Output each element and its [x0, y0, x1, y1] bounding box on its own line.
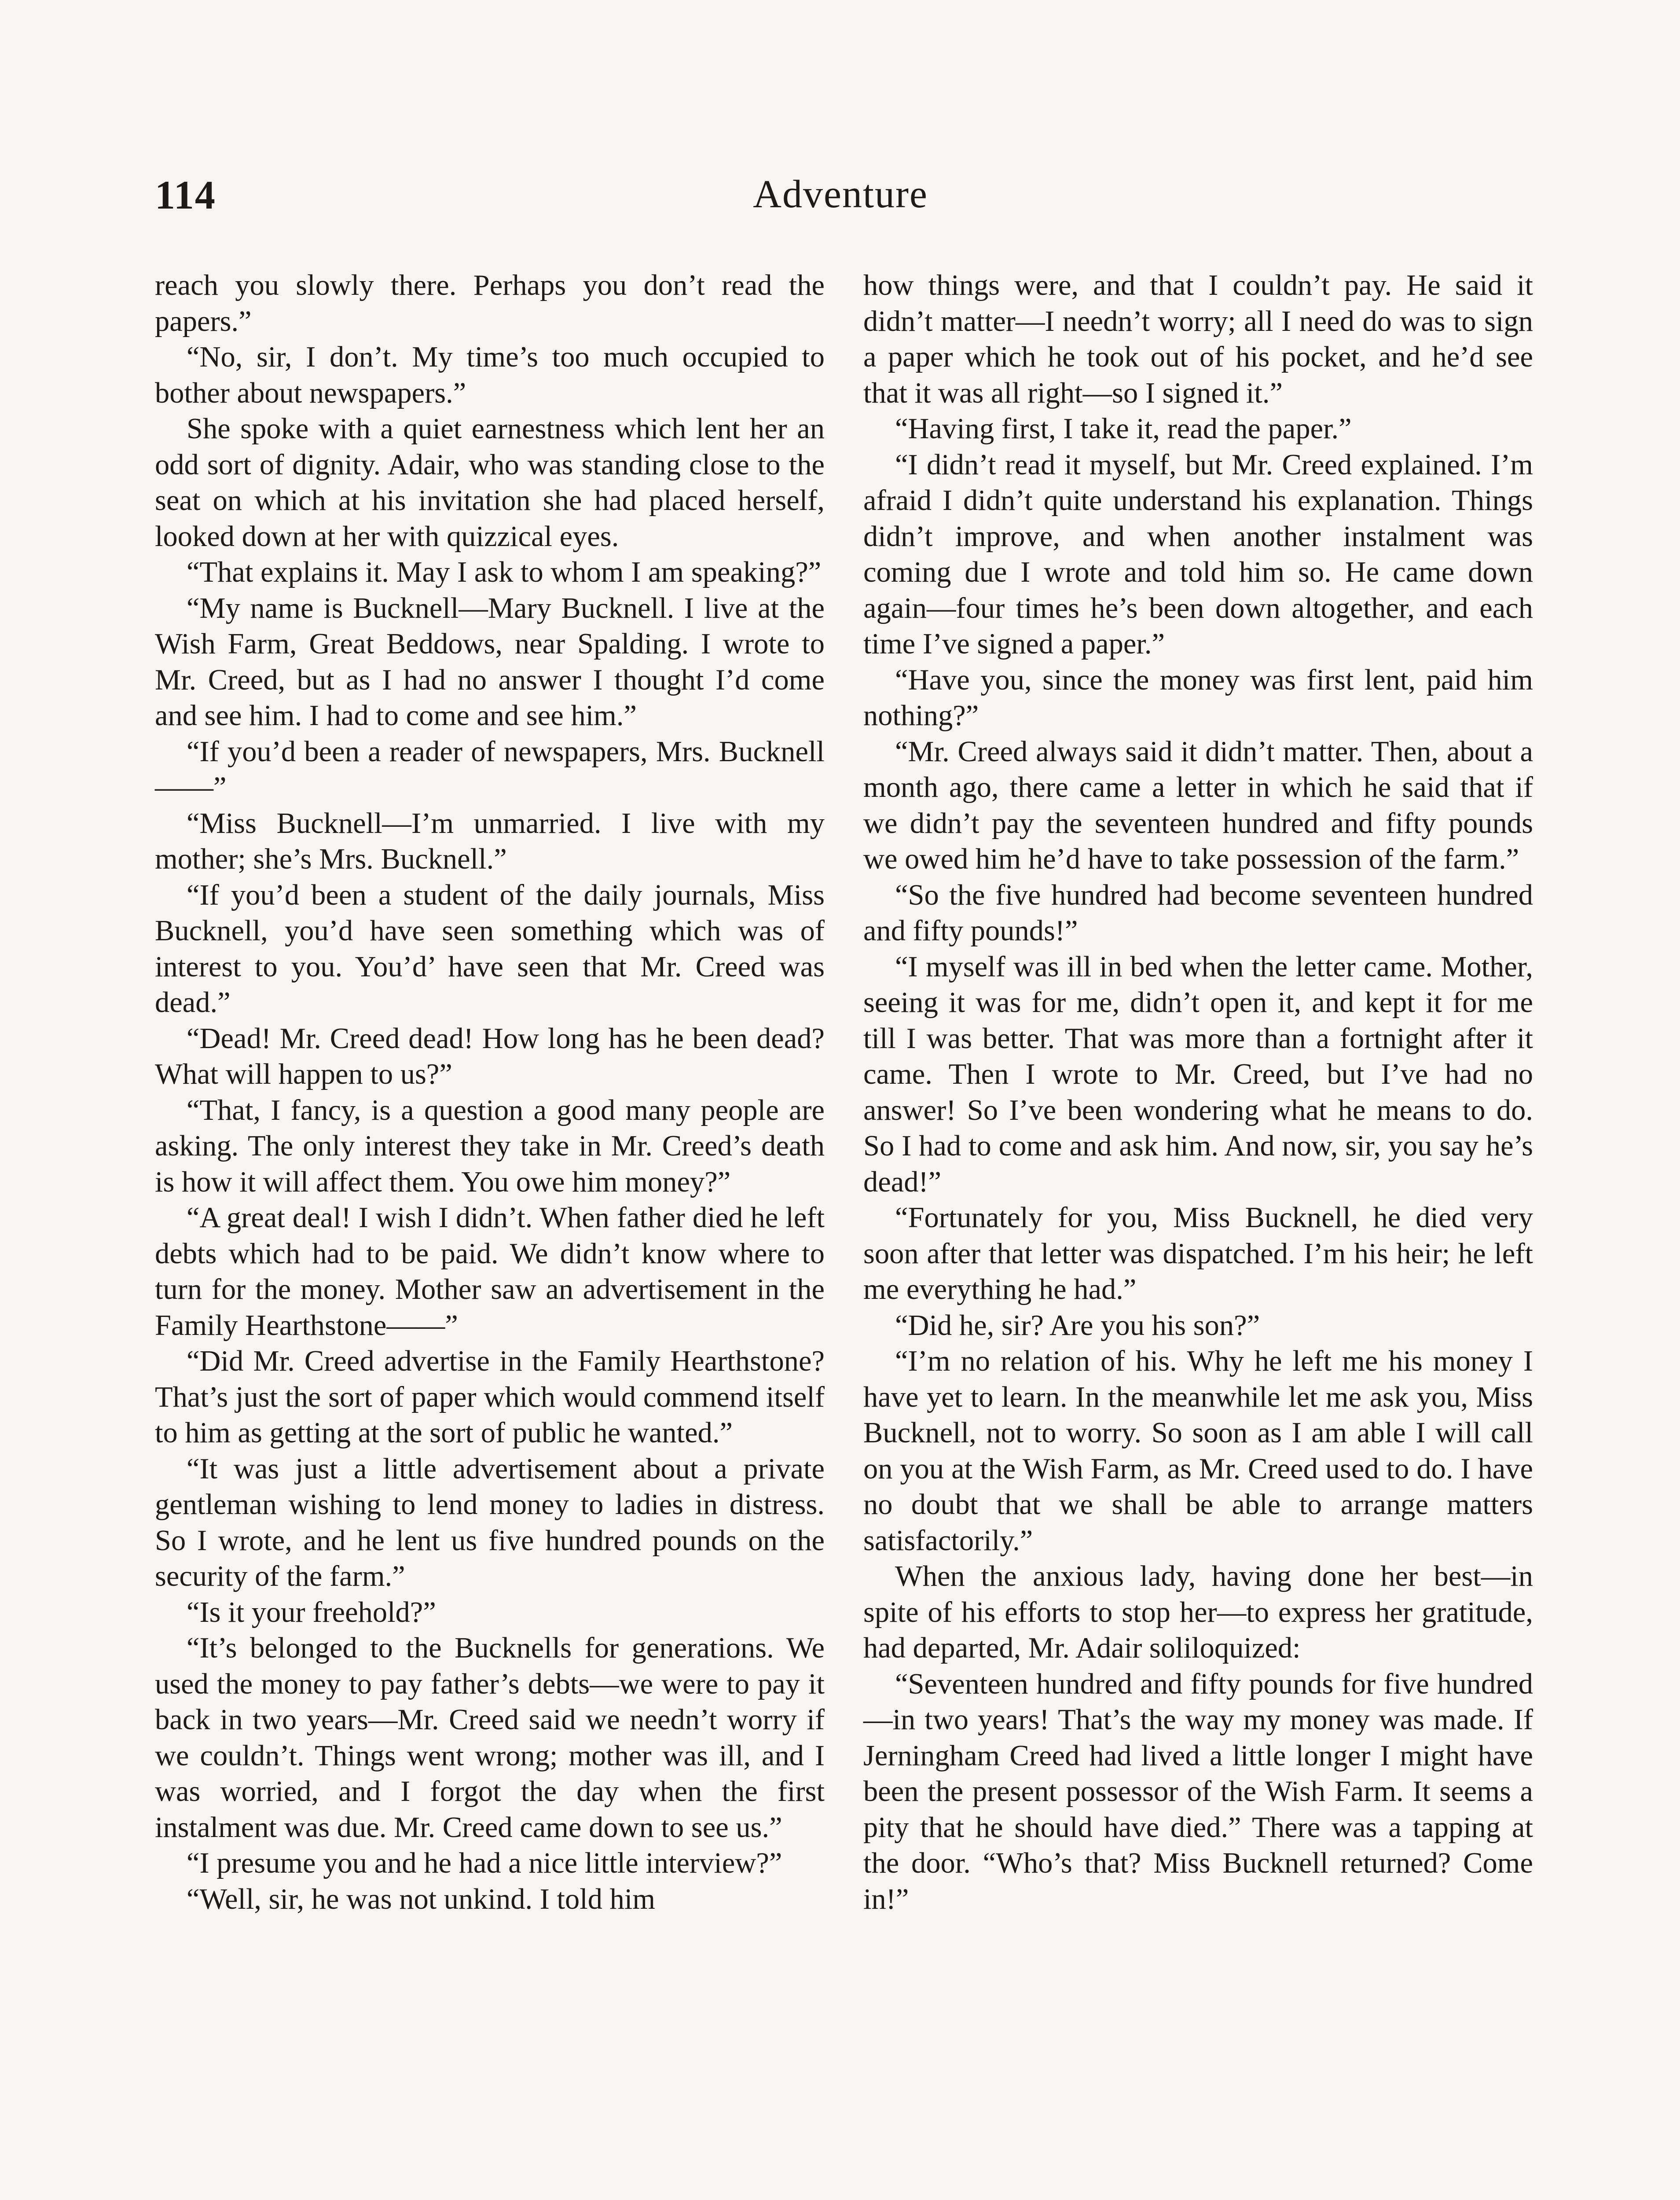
- left-column: [155, 268, 825, 1917]
- right-column: [863, 268, 1533, 1917]
- paragraph: “That explains it. May I ask to whom I am speaking?”: [187, 556, 822, 588]
- paragraph: “So the five hundred had become seventeen hundred and fifty pounds!”: [863, 879, 1533, 947]
- paragraph: “Is it your freehold?”: [187, 1596, 436, 1628]
- paragraph: reach you slowly there. Perhaps you don’t read the papers.”: [155, 269, 825, 337]
- paragraph: “Have you, since the money was first lent, paid him nothing?”: [863, 664, 1533, 732]
- paragraph: “It was just a little advertisement about a private gentleman wishing to lend money to ladies in distress. So I wrote, and he lent us five hundred pounds on the security of the farm.”: [155, 1452, 825, 1592]
- paragraph: When the anxious lady, having done her best—in spite of his efforts to stop her—to express her gratitude, had departed, Mr. Adair soliloquized:: [863, 1560, 1533, 1664]
- paragraph: “Having first, I take it, read the paper.”: [895, 413, 1352, 445]
- paragraph: “My name is Bucknell—Mary Bucknell. I live at the Wish Farm, Great Beddows, near Spalding. I wrote to Mr. Creed, but as I had no answer I thought I’d come and see him. I had to come and see him.”: [155, 592, 825, 732]
- paragraph: “I myself was ill in bed when the letter came. Mother, seeing it was for me, didn’t open it, and kept it for me till I was better. That was more than a fortnight after it came. Then I wrote to Mr. Creed, but I’ve had no answer! So I’ve been wondering what he means to do. So I had to come and ask him. And now, sir, you say he’s dead!”: [863, 950, 1533, 1198]
- paragraph: “No, sir, I don’t. My time’s too much occupied to bother about newspapers.”: [155, 341, 825, 409]
- paragraph: “Fortunately for you, Miss Bucknell, he died very soon after that letter was dispatched. I’m his heir; he left me everything he had.”: [863, 1202, 1533, 1305]
- paragraph: “That, I fancy, is a question a good many people are asking. The only interest they take in Mr. Creed’s death is how it will affect them. You owe him money?”: [155, 1094, 825, 1198]
- paragraph: “I didn’t read it myself, but Mr. Creed explained. I’m afraid I didn’t quite understand his explanation. Things didn’t improve, and when another instalment was coming due I wrote and told him so. He came down again—four times he’s been down altogether, and each time I’ve signed a paper.”: [863, 448, 1533, 660]
- paragraph: “Did he, sir? Are you his son?”: [895, 1309, 1260, 1342]
- paragraph: “Miss Bucknell—I’m unmarried. I live with my mother; she’s Mrs. Bucknell.”: [155, 807, 825, 875]
- paragraph: “If you’d been a student of the daily journals, Miss Bucknell, you’d have seen something which was of interest to you. You’d’ have seen that Mr. Creed was dead.”: [155, 879, 825, 1019]
- paragraph: “I presume you and he had a nice little interview?”: [187, 1847, 782, 1879]
- paragraph: “If you’d been a reader of newspapers, Mrs. Bucknell——”: [155, 735, 825, 803]
- page-header: [155, 172, 1526, 238]
- paragraph: “Did Mr. Creed advertise in the Family Hearthstone? That’s just the sort of paper which would commend itself to him as getting at the sort of public he wanted.”: [155, 1345, 825, 1449]
- paragraph: “A great deal! I wish I didn’t. When father died he left debts which had to be paid. We didn’t know where to turn for the money. Mother saw an advertisement in the Family Hearthstone——”: [155, 1202, 825, 1342]
- paragraph: “Mr. Creed always said it didn’t matter. Then, about a month ago, there came a letter in which he said that if we didn’t pay the seventeen hundred and fifty pounds we owed him he’d have to take possession of the farm.”: [863, 735, 1533, 875]
- paragraph: “Seventeen hundred and fifty pounds for five hundred—in two years! That’s the way my money was made. If Jerningham Creed had lived a little longer I might have been the present possessor of the Wish Farm. It seems a pity that he should have died.” There was a tapping at the door. “Who’s that? Miss Bucknell returned? Come in!”: [863, 1668, 1533, 1915]
- running-title: Adventure: [753, 172, 928, 216]
- page-number: 114: [155, 172, 216, 217]
- paragraph: “It’s belonged to the Bucknells for generations. We used the money to pay father’s debts—we were to pay it back in two years—Mr. Creed said we needn’t worry if we couldn’t. Things went wrong; mother was ill, and I was worried, and I forgot the day when the first instalment was due. Mr. Creed came down to see us.”: [155, 1632, 825, 1844]
- paragraph: She spoke with a quiet earnestness which lent her an odd sort of dignity. Adair, who was standing close to the seat on which at his invitation she had placed herself, looked down at her with quizzical eyes.: [155, 413, 825, 553]
- paragraph: “Dead! Mr. Creed dead! How long has he been dead? What will happen to us?”: [155, 1022, 825, 1090]
- paragraph: “Well, sir, he was not unkind. I told him: [187, 1883, 656, 1915]
- paragraph: how things were, and that I couldn’t pay. He said it didn’t matter—I needn’t worry; all I need do was to sign a paper which he took out of his pocket, and he’d see that it was all right—so I signed it.”: [863, 269, 1533, 409]
- paragraph: “I’m no relation of his. Why he left me his money I have yet to learn. In the meanwhile let me ask you, Miss Bucknell, not to worry. So soon as I am able I will call on you at the Wish Farm, as Mr. Creed used to do. I have no doubt that we shall be able to arrange matters satisfactorily.”: [863, 1345, 1533, 1557]
